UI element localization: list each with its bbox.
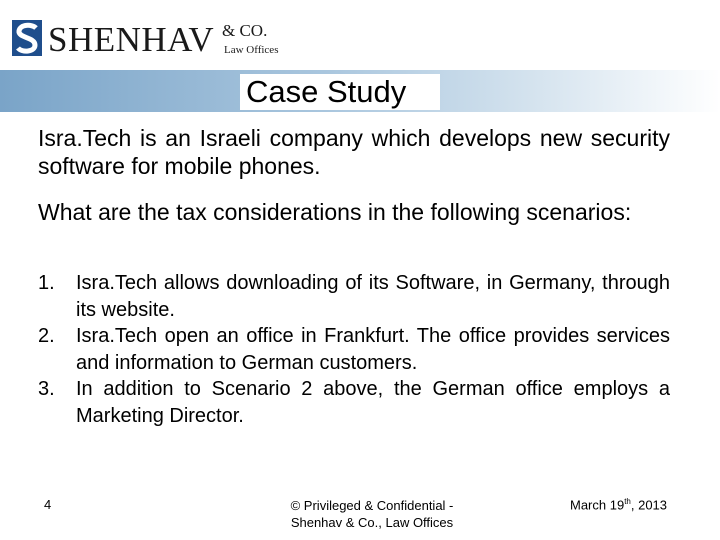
list-number: 3. — [38, 378, 55, 400]
intro-paragraph: Isra.Tech is an Israeli company which develops new security software for mobile phones. — [38, 125, 670, 179]
date-year: , 2013 — [630, 497, 668, 513]
list-text: Isra.Tech open an office in Frankfurt. The office provides services and information to German customers. — [76, 325, 670, 374]
list-number: 1. — [38, 272, 55, 294]
question-paragraph: What are the tax considerations in the following scenarios: — [38, 199, 632, 225]
list-item — [38, 270, 670, 323]
copyright-line: © Privileged & Confidential - — [290, 498, 454, 513]
list-item — [38, 376, 670, 429]
list-text: In addition to Scenario 2 above, the German office employs a Marketing Director. — [76, 378, 670, 427]
company-logo — [12, 14, 312, 60]
date-suffix-ordinal: th — [624, 497, 631, 506]
list-text: Isra.Tech allows downloading of its Software, in Germany, through its website. — [76, 272, 670, 321]
logo-co: & CO. — [222, 21, 268, 40]
footer-date — [570, 497, 667, 512]
logo-name: SHENHAV — [48, 20, 215, 59]
list-number: 2. — [38, 325, 55, 347]
logo-s-mark-icon — [12, 20, 42, 56]
footer-copyright — [272, 497, 472, 531]
scenario-list — [38, 270, 670, 429]
logo-subtitle: Law Offices — [224, 44, 279, 56]
date-prefix: March 19 — [570, 497, 625, 513]
slide-title: Case Study — [246, 74, 407, 109]
list-item — [38, 323, 670, 376]
page-number: 4 — [44, 497, 52, 512]
copyright-line: Shenhav & Co., Law Offices — [290, 515, 454, 530]
